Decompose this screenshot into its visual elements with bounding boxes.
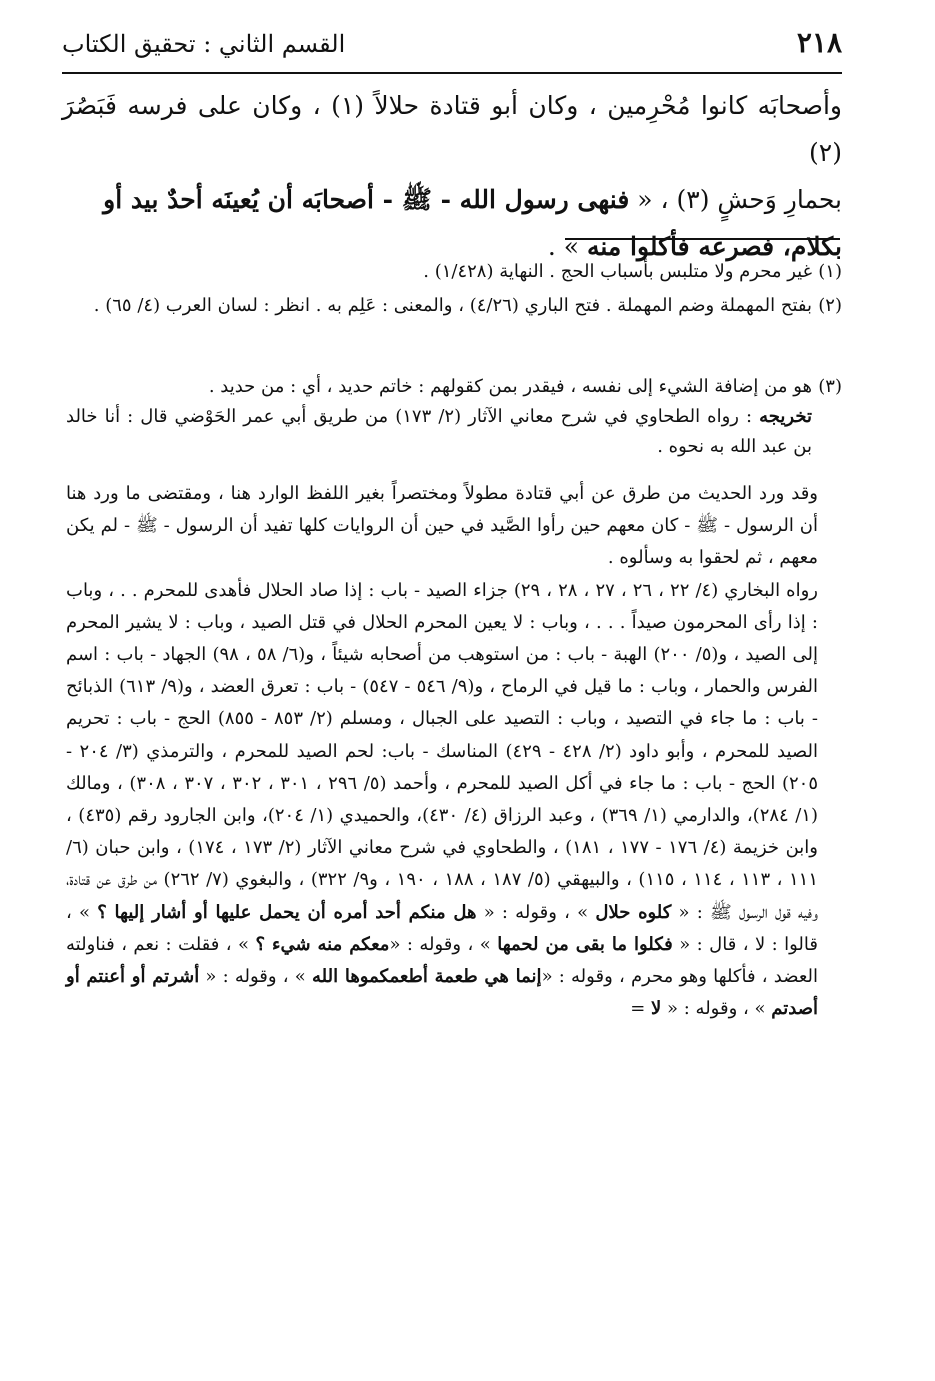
footnote-2-number: (٢)	[818, 295, 842, 316]
hadith-text: فنهى رسول الله - ﷺ - أصحابَه أن يُعينَه أحدٌ بيد أو	[103, 185, 630, 214]
quote-1: كلوه حلال	[595, 901, 672, 923]
sep-6: » ، وقوله : «	[661, 998, 772, 1020]
sep-4: » ، فقلت : نعم ، فناولته العضد ، فأكلها وهو محرم ، وقوله : «	[66, 933, 818, 988]
footnote-1	[66, 257, 842, 287]
sep-5: » ، وقوله : «	[199, 966, 312, 988]
narration-paragraph: وقد ورد الحديث من طرق عن أبي قتادة مطولاً ومختصراً بغير اللفظ الوارد هنا ، ومقتضى ما ورد هنا أن الرسول - ﷺ - كان معهم حين رأوا الصَّيد في حين أن الروايات كلها تفيد أن الرسول - ﷺ - لم يكن معهم ، ثم لحقوا به وسألوه .	[66, 483, 818, 569]
sep-3: » ، وقوله : «	[389, 933, 498, 955]
quote-7: لا	[651, 998, 662, 1020]
footnote-2	[66, 291, 842, 321]
footnote-3-number: (٣)	[818, 376, 842, 397]
continuation-mark: =	[630, 998, 652, 1020]
quote-4: معكم منه شيء ؟	[255, 933, 390, 955]
takhrij-text: : رواه الطحاوي في شرح معاني الآثار (٢/ ١٧٣) من طريق أبي عمر الحَوْضي قال : أنا خالد بن عبد الله به نحوه .	[66, 406, 812, 457]
footnote-1-number: (١)	[818, 261, 842, 282]
sep-1: » ، وقوله : «	[476, 901, 596, 923]
page-header	[62, 22, 842, 74]
sources-text: رواه البخاري (٤/ ٢٢ ، ٢٦ ، ٢٧ ، ٢٨ ، ٢٩) جزاء الصيد - باب : إذا صاد الحلال فأهدى للمحرم . . ، وباب : إذا رأى المحرمون صيداً . . . ، وباب : لا يعين المحرم الحلال في قتل الصيد ، وباب : لا يشير المحرم إلى الصيد ، و(٥/ ٢٠٠) الهبة - باب : من استوهب من أصحابه شيئاً ، و(٦/ ٥٨ ، ٩٨) الجهاد - باب : اسم الفرس والحمار ، وباب : ما قيل في الرماح ، و(٩/ ٥٤٦ - ٥٤٧) - باب : تعرق العضد ، و(٩/ ٦١٣) الذبائح - باب : ما جاء في التصيد ، وباب : التصيد على الجبال ، ومسلم (٢/ ٨٥٣ - ٨٥٥) الحج - باب : تحريم الصيد للمحرم ، وأبو داود (٢/ ٤٢٨ - ٤٢٩) المناسك - باب: لحم الصيد للمحرم ، والترمذي (٣/ ٢٠٤ - ٢٠٥) الحج - باب : ما جاء في أكل الصيد للمحرم ، وأحمد (٥/ ٢٩٦ ، ٣٠١ ، ٣٠٢ ، ٣٠٧ ، ٣٠٨) ، ومالك (١/ ٢٨٤)، والدارمي (١/ ٣٦٩) ، وعبد الرزاق (٤/ ٤٣٠)، والحميدي (١/ ٢٠٤)، وابن الجارود رقم (٤٣٥) ، وابن خزيمة (٤/ ١٧٦ - ١٧٧ ، ١٨١) ، والطحاوي في شرح معاني الآثار (٢/ ١٧٣ ، ١٧٤) ، وابن حبان (٦/ ١١١ ، ١١٣ ، ١١٤ ، ١١٥) ، والبيهقي (٥/ ١٨٧ ، ١٨٨ ، ١٩٠ ، و٩/ ٣٢٢) ، والبغوي (٧/ ٢٦٢) من طرق عن قتادة، وفيه قول الرسول ﷺ : «	[66, 579, 819, 923]
main-line-2	[62, 176, 842, 223]
takhrij-label: تخريجه	[759, 406, 812, 427]
main-line-1: وأصحابَه كانوا مُحْرِمين ، وكان أبو قتادة حلالاً (١) ، وكان على فرسه فَبَصُرَ (٢)	[62, 91, 842, 167]
quote-3: فكلوا ما بقى من لحمها	[497, 933, 673, 955]
main-line-2-lead: بحمارِ وَحشٍ (٣) ، «	[629, 185, 842, 214]
footnote-3	[66, 372, 842, 462]
sources-paragraph	[66, 575, 818, 1026]
footnote-2-text: بفتح المهملة وضم المهملة . فتح الباري (٤/٢٦) ، والمعنى : عَلِم به . انظر : لسان العرب (٤/ ٦٥) .	[93, 295, 812, 316]
footnote-3-text: هو من إضافة الشيء إلى نفسه ، فيقدر بمن كقولهم : خاتم حديد ، أي : من حديد .	[208, 376, 812, 397]
quote-2: هل منكم أحد أمره أن يحمل عليها أو أشار إليها ؟	[97, 901, 477, 923]
quote-5: إنما هي طعمة أطعمكموها الله	[312, 966, 542, 988]
running-title: القسم الثاني : تحقيق الكتاب	[62, 30, 346, 58]
main-line-3-tail: » .	[547, 232, 587, 261]
hadith-text-end: بكلام، فصرعه فأكلوا منه	[586, 232, 842, 261]
footnote-1-text: غير محرم ولا متلبس بأسباب الحج . النهاية (١/٤٢٨) .	[423, 261, 812, 282]
sep-2: » ، قالوا : لا ، قال : «	[66, 901, 819, 955]
main-text	[62, 82, 842, 270]
footnote-3-continuation	[66, 478, 818, 1025]
footnote-separator	[565, 238, 840, 240]
quote-6: أشرتم أو أعنتم أو أصدتم	[66, 966, 818, 1020]
page-number: ٢١٨	[796, 26, 842, 59]
